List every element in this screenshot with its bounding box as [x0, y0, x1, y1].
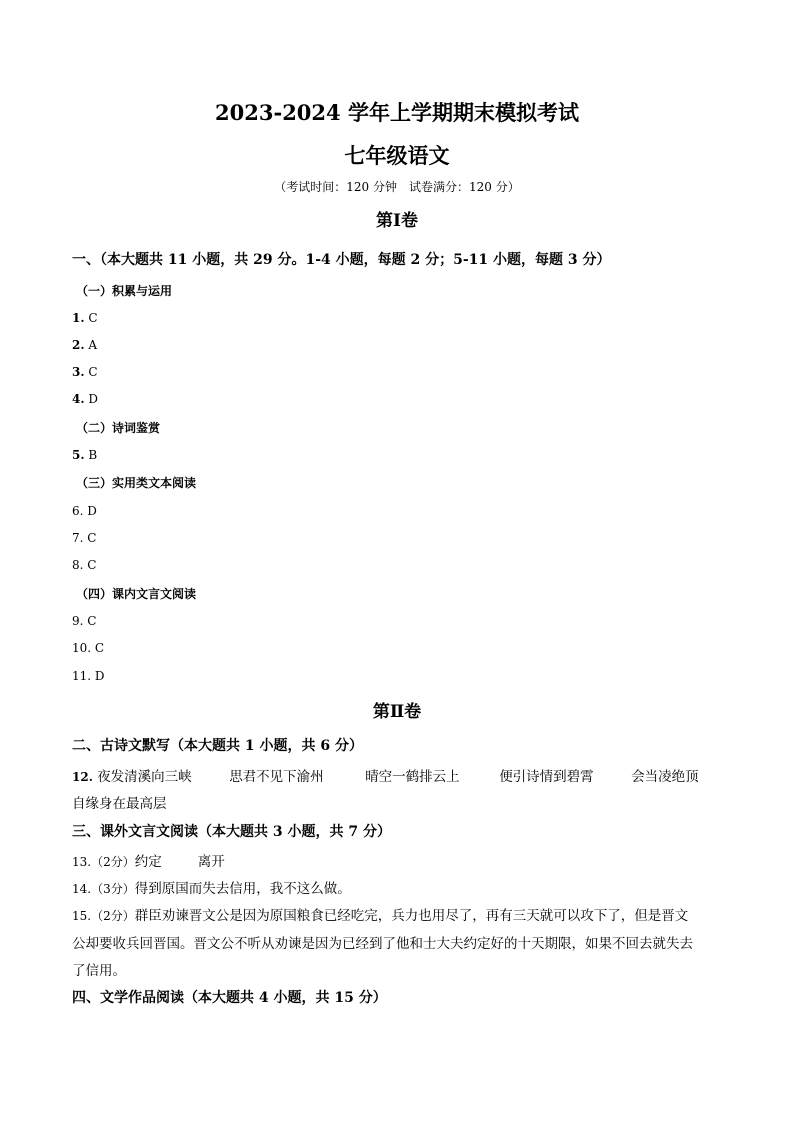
answer-q13: 13.（2分）约定 离开	[72, 854, 225, 870]
answer-item: 4. D	[72, 392, 98, 406]
answer-item: 1. C	[72, 311, 98, 325]
answer-q12-line1: 12. 夜发清溪向三峡 思君不见下渝州 晴空一鹤排云上 便引诗情到碧霄 会当凌绝顶	[72, 769, 699, 785]
exam-info: （考试时间：120 分钟 试卷满分：120 分）	[274, 180, 520, 194]
answer-q15-line2: 公却要收兵回晋国。晋文公不听从劝谏是因为已经到了他和士大夫约定好的十天期限，如果不回去就失去	[72, 936, 693, 952]
answer-item: 3. C	[72, 365, 98, 379]
section-1-title: 一、（本大题共 11 小题，共 29 分。1-4 小题，每题 2 分；5-11 小题，每题 3 分）	[72, 252, 611, 268]
answer-q15-line3: 了信用。	[72, 963, 126, 979]
answer-item: 10. C	[72, 641, 105, 655]
answer-item: 2. A	[72, 338, 98, 352]
answer-q14: 14.（3分）得到原国而失去信用，我不这么做。	[72, 881, 351, 897]
section-3-title: 三、课外文言文阅读（本大题共 3 小题，共 7 分）	[72, 824, 391, 840]
answer-item: 7. C	[72, 531, 97, 545]
answer-q15-line1: 15.（2分）群臣劝谏晋文公是因为原国粮食已经吃完，兵力也用尽了，再有三天就可以攻下了，但是晋文	[72, 908, 689, 924]
part-2-title: （二）诗词鉴赏	[76, 421, 161, 435]
answer-item: 6. D	[72, 504, 97, 518]
answer-item: 5. B	[72, 448, 98, 462]
section-4-title: 四、文学作品阅读（本大题共 4 小题，共 15 分）	[72, 990, 387, 1006]
part-3-title: （三）实用类文本阅读	[76, 476, 197, 490]
answer-item: 11. D	[72, 669, 105, 683]
answer-item: 8. C	[72, 558, 97, 572]
part-4-title: （四）课内文言文阅读	[76, 587, 197, 601]
section-2-title: 二、古诗文默写（本大题共 1 小题，共 6 分）	[72, 738, 363, 754]
page-title: 2023-2024 学年上学期期末模拟考试	[215, 100, 579, 125]
answer-item: 9. C	[72, 614, 97, 628]
page-subtitle: 七年级语文	[344, 143, 450, 168]
volume-2-heading: 第Ⅱ卷	[372, 702, 422, 722]
volume-1-heading: 第Ⅰ卷	[376, 211, 418, 231]
part-1-title: （一）积累与运用	[76, 284, 173, 298]
answer-q12-line2: 自缘身在最高层	[72, 796, 167, 812]
